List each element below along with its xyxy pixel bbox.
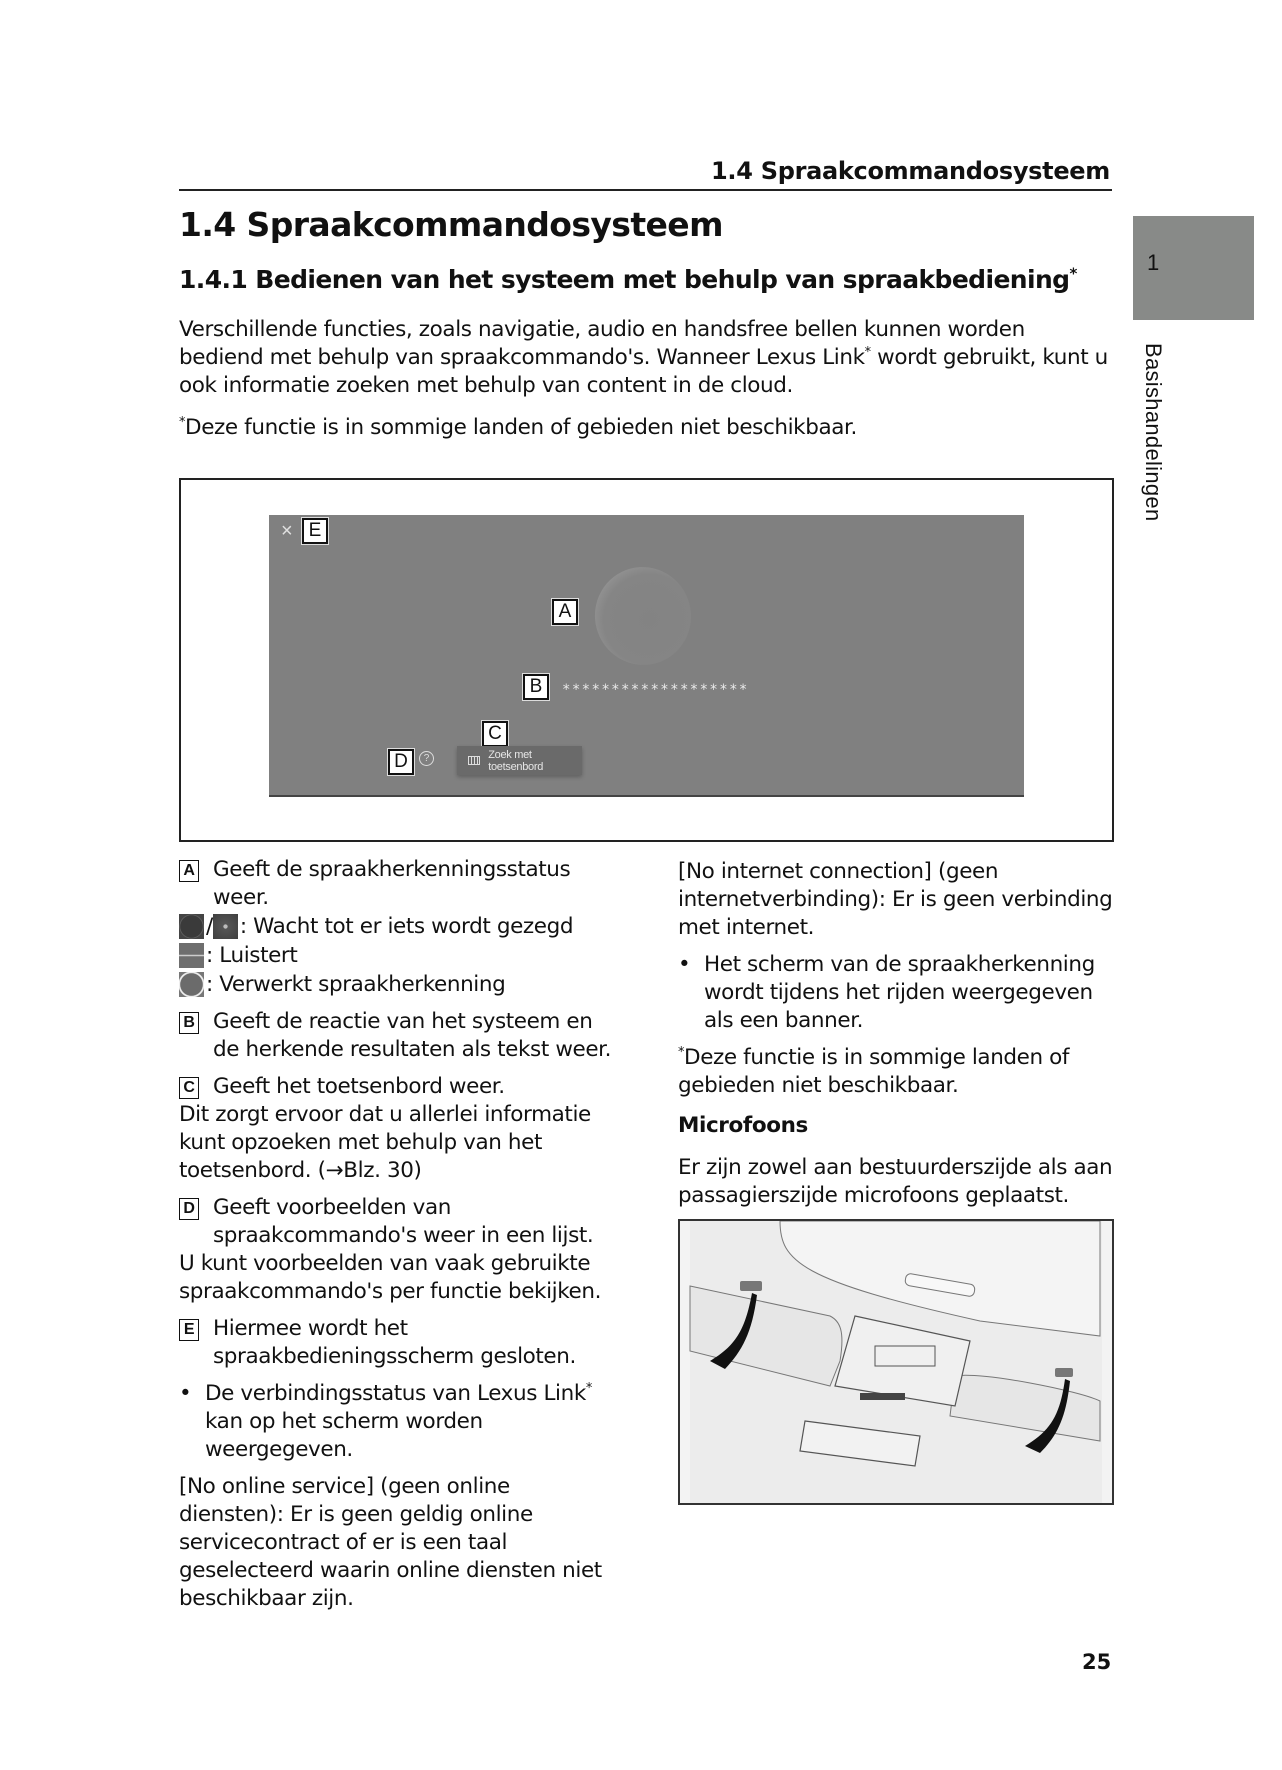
bullet-text-1: De verbindingsstatus van Lexus Link (205, 1381, 586, 1406)
section-title-text: 1.4.1 Bedienen van het systeem met behulp van spraakbediening (179, 265, 1070, 294)
keyboard-search-button[interactable] (457, 746, 582, 775)
legend-item-e (179, 1315, 619, 1371)
label-d: D (179, 1198, 199, 1220)
overhead-console-illustration (680, 1221, 1112, 1503)
callout-d: D (388, 749, 414, 775)
status-processing-text: : Verwerkt spraakherkenning (206, 971, 506, 997)
bullet-banner (678, 951, 1118, 1035)
microfoons-heading: Microfoons (678, 1113, 808, 1138)
legend-item-a (179, 856, 619, 999)
legend-c-extra: Dit zorgt ervoor dat u allerlei informatie kunt opzoeken met behulp van het toetsenbord. (→Blz. 30) (179, 1102, 591, 1183)
keyboard-search-label: Zoek met toetsenbord (488, 748, 544, 773)
legend-b-text: Geeft de reactie van het systeem en de herkende resultaten als tekst weer. (213, 1009, 612, 1062)
footnote-right-text: Deze functie is in sommige landen of gebieden niet beschikbaar. (678, 1045, 1070, 1098)
label-a: A (179, 860, 199, 882)
chapter-label: Basishandelingen (1141, 343, 1166, 522)
no-internet-text: [No internet connection] (geen internetverbinding): Er is geen verbinding met internet. (678, 859, 1113, 940)
status-processing (179, 970, 619, 999)
legend-e-text: Hiermee wordt het spraakbedieningsscherm gesloten. (213, 1316, 576, 1369)
legend-a-text: Geeft de spraakherkenningsstatus weer. (213, 857, 571, 910)
processing-icon (179, 972, 204, 997)
legend-d-text: Geeft voorbeelden van spraakcommando's weer in een lijst. (213, 1195, 594, 1248)
voice-command-screen (269, 515, 1024, 797)
footnote-right (678, 1044, 1118, 1100)
legend-item-b (179, 1008, 619, 1064)
legend-d-extra: U kunt voorbeelden van vaak gebruikte spraakcommando's per functie bekijken. (179, 1251, 602, 1304)
running-header: 1.4 Spraakcommandosysteem (711, 157, 1110, 185)
legend-item-c (179, 1073, 619, 1185)
listening-icon (179, 943, 204, 968)
callout-e: E (302, 518, 328, 544)
status-waiting (179, 912, 619, 941)
label-c: C (179, 1077, 199, 1099)
status-waiting-text: : Wacht tot er iets wordt gezegd (239, 913, 574, 939)
intro-paragraph (179, 316, 1109, 400)
wait-mic-icon (213, 914, 238, 939)
footnote-top (179, 414, 857, 442)
footnote-text: Deze functie is in sommige landen of gebieden niet beschikbaar. (185, 415, 857, 440)
no-online-service-text: [No online service] (geen online diensten): Er is geen geldig online servicecontract of er is een taal geselecteerd waarin online diensten niet beschikbaar zijn. (179, 1474, 602, 1611)
label-b: B (179, 1012, 199, 1034)
bullet-text (205, 1380, 619, 1464)
bullet-icon: • (179, 1381, 192, 1406)
separator: / (206, 913, 213, 939)
bullet-lexus-link (179, 1380, 619, 1464)
close-icon[interactable]: × (281, 520, 293, 542)
legend-c-text: Geeft het toetsenbord weer. (213, 1074, 505, 1099)
footnote-mark: * (678, 1044, 685, 1060)
chapter-tab[interactable] (1133, 216, 1254, 320)
bullet-text-2: kan op het scherm worden weergegeven. (205, 1409, 483, 1462)
label-e: E (179, 1319, 199, 1341)
page-number: 25 (1082, 1650, 1112, 1674)
status-listening (179, 941, 619, 970)
right-column (678, 858, 1118, 1505)
section-title (179, 265, 1077, 294)
legend-item-d (179, 1194, 619, 1306)
callout-b: B (523, 674, 549, 700)
response-text: ******************* (562, 682, 749, 698)
bullet-icon: • (678, 952, 691, 977)
intro-text-1: Verschillende functies, zoals navigatie, audio en handsfree bellen kunnen worden bediend met behulp van spraakcommando's. Wanneer Lexus Link (179, 317, 1025, 370)
footnote-mark: * (179, 414, 186, 430)
callout-a: A (552, 599, 578, 625)
voice-screen-figure (179, 478, 1114, 842)
bullet-banner-text: Het scherm van de spraakherkenning wordt tijdens het rijden weergegeven als een banner. (704, 952, 1095, 1033)
keyboard-icon (468, 756, 480, 765)
left-column (179, 856, 619, 1622)
page-title: 1.4 Spraakcommandosysteem (179, 205, 723, 244)
footnote-mark: * (585, 1380, 592, 1396)
microphone-location-figure (678, 1219, 1114, 1505)
footnote-mark: * (1069, 264, 1077, 283)
wait-dark-icon (179, 914, 204, 939)
footnote-mark: * (864, 344, 871, 360)
help-icon[interactable]: ? (419, 751, 434, 766)
chapter-number: 1 (1147, 250, 1160, 275)
microfoons-text: Er zijn zowel aan bestuurderszijde als aan passagierszijde microfoons geplaatst. (678, 1155, 1113, 1208)
intro-text-2: wordt gebruikt, kunt u ook informatie zoeken met behulp van content in de cloud. (179, 345, 1108, 398)
callout-c: C (482, 721, 508, 747)
status-listening-text: : Luistert (206, 942, 298, 968)
voice-status-sphere-icon (584, 556, 702, 676)
header-rule (179, 189, 1112, 191)
